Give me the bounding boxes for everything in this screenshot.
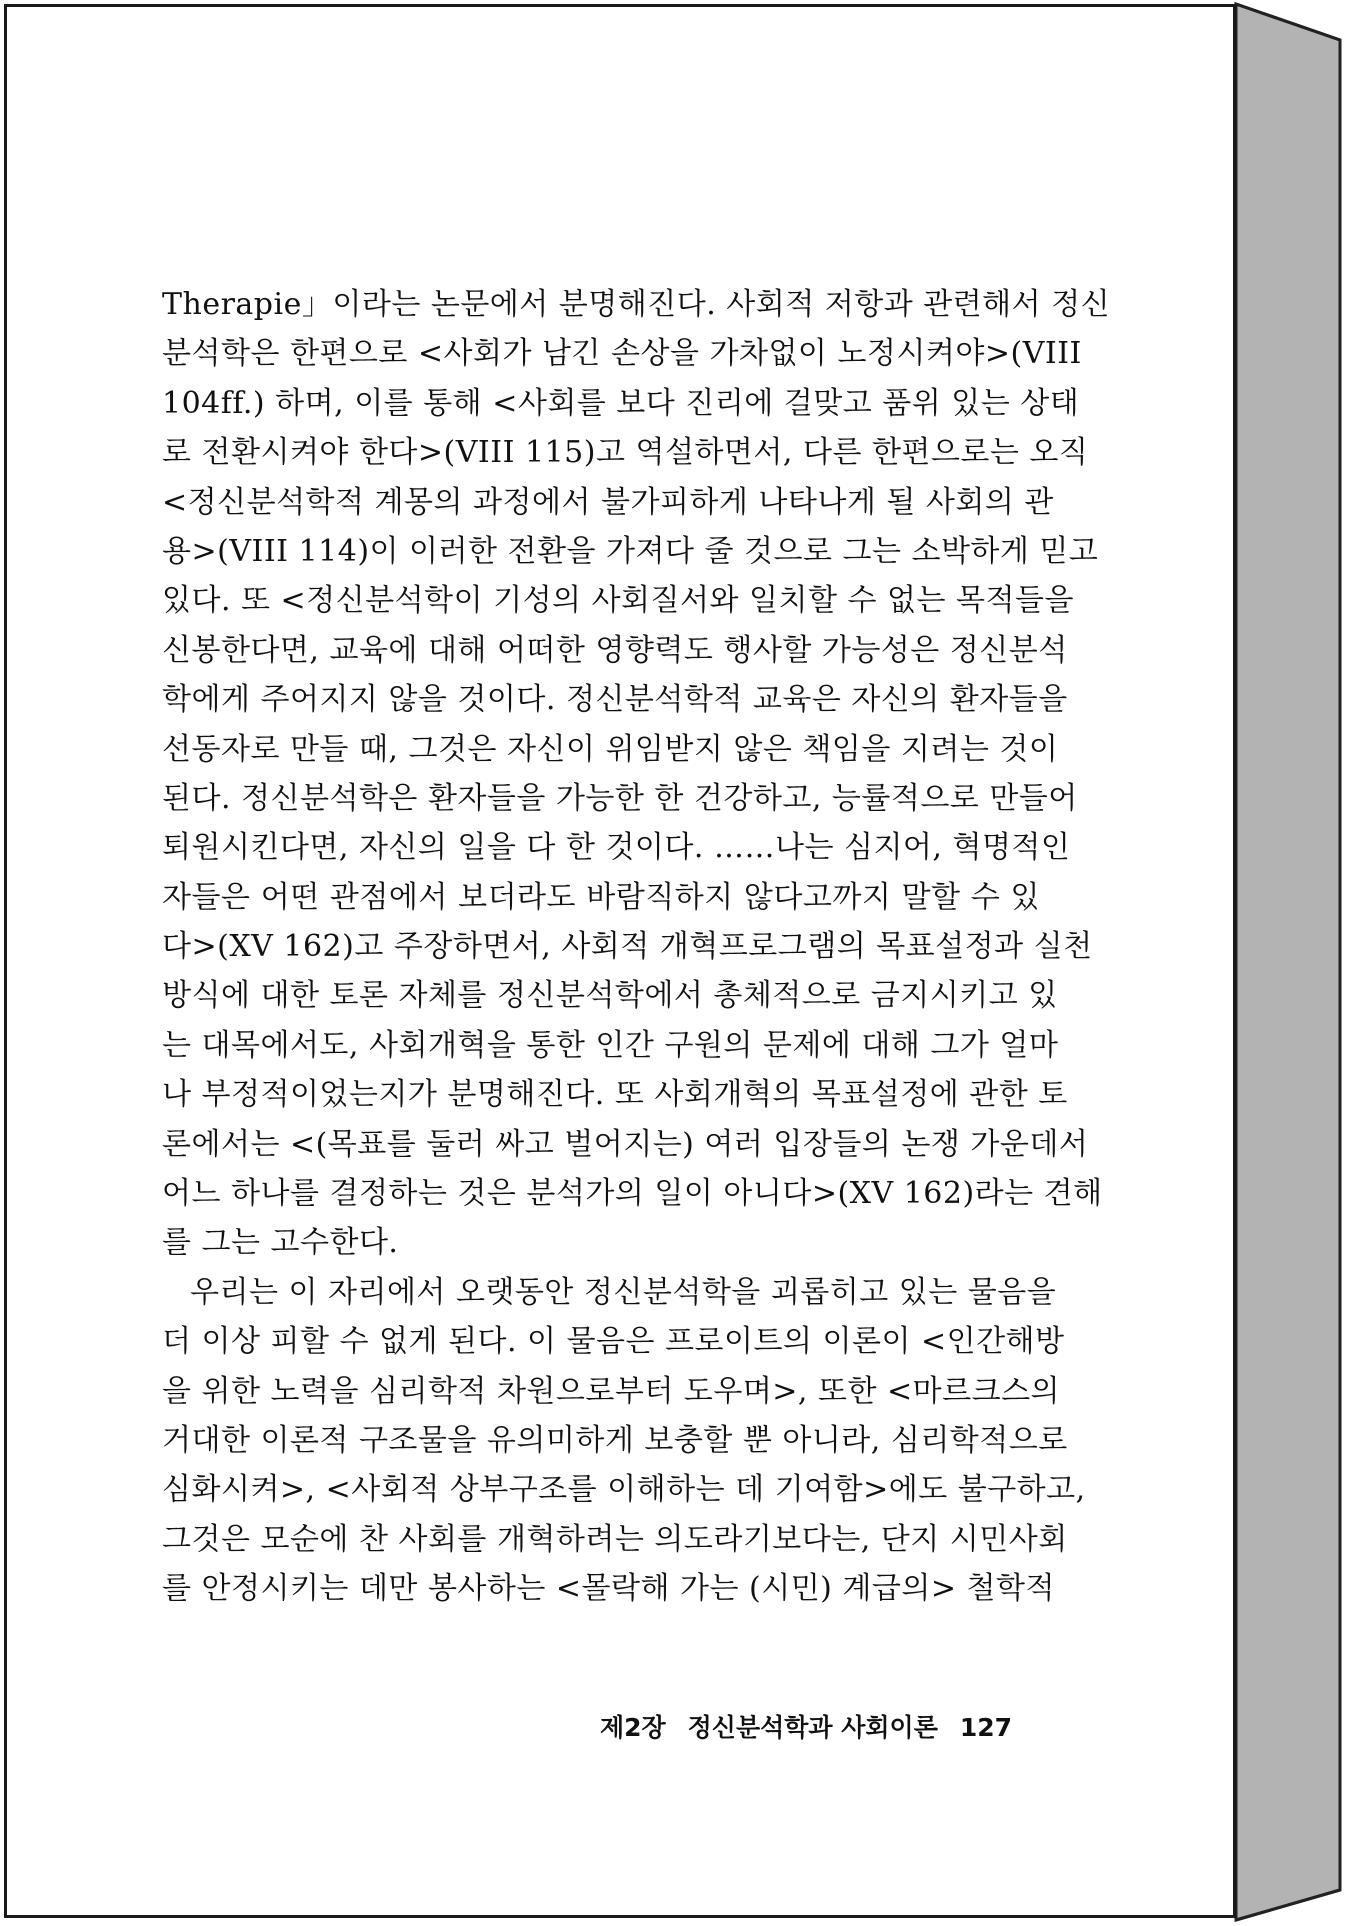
text-line: 선동자로 만들 때, 그것은 자신이 위임받지 않은 책임을 지려는 것이 bbox=[162, 731, 1059, 767]
text-line: 신봉한다면, 교육에 대해 어떠한 영향력도 행사할 가능성은 정신분석 bbox=[162, 632, 1068, 668]
text-line: 자들은 어떤 관점에서 보더라도 바람직하지 않다고까지 말할 수 있 bbox=[162, 879, 1040, 915]
text-line: 용>(VIII 114)이 이러한 전환을 가져다 줄 것으로 그는 소박하게 믿고 bbox=[162, 533, 1099, 569]
text-line: 을 위한 노력을 심리학적 차원으로부터 도우며>, 또한 <마르크스의 bbox=[162, 1373, 1061, 1409]
footer-chapter: 제2장 bbox=[600, 1713, 666, 1742]
running-footer bbox=[600, 1708, 1013, 1744]
text-line: 된다. 정신분석학은 환자들을 가능한 한 건강하고, 능률적으로 만들어 bbox=[162, 780, 1078, 816]
footer-title: 정신분석학과 사회이론 bbox=[687, 1713, 938, 1742]
text-line: 론에서는 <(목표를 둘러 싸고 벌어지는) 여러 입장들의 논쟁 가운데서 bbox=[162, 1126, 1089, 1162]
text-line: <정신분석학적 계몽의 과정에서 불가피하게 나타나게 될 사회의 관 bbox=[162, 484, 1054, 520]
paragraph bbox=[162, 1268, 1086, 1614]
text-line: 104ff.) 하며, 이를 통해 <사회를 보다 진리에 걸맞고 품위 있는 상태 bbox=[162, 385, 1080, 421]
text-line: 그것은 모순에 찬 사회를 개혁하려는 의도라기보다는, 단지 시민사회 bbox=[162, 1521, 1068, 1557]
body-text bbox=[162, 280, 1111, 1614]
page-number: 127 bbox=[959, 1713, 1013, 1742]
text-line: 심화시켜>, <사회적 상부구조를 이해하는 데 기여함>에도 불구하고, bbox=[162, 1472, 1086, 1508]
text-line: 더 이상 피할 수 없게 된다. 이 물음은 프로이트의 이론이 <인간해방 bbox=[162, 1324, 1065, 1360]
text-line: 를 안정시키는 데만 봉사하는 <몰락해 가는 (시민) 계급의> 철학적 bbox=[162, 1571, 1055, 1607]
text-line: 다>(XV 162)고 주장하면서, 사회적 개혁프로그램의 목표설정과 실천 bbox=[162, 929, 1093, 965]
text-line: 있다. 또 <정신분석학이 기성의 사회질서와 일치할 수 없는 목적들을 bbox=[162, 583, 1074, 619]
text-line: 퇴원시킨다면, 자신의 일을 다 한 것이다. ……나는 심지어, 혁명적인 bbox=[162, 830, 1071, 866]
text-line: 방식에 대한 토론 자체를 정신분석학에서 총체적으로 금지시키고 있 bbox=[162, 978, 1058, 1014]
text-line: 거대한 이론적 구조물을 유의미하게 보충할 뿐 아니라, 심리학적으로 bbox=[162, 1422, 1068, 1458]
text-line: 분석학은 한편으로 <사회가 남긴 손상을 가차없이 노정시켜야>(VIII bbox=[162, 336, 1082, 372]
text-line: 나 부정적이었는지가 분명해진다. 또 사회개혁의 목표설정에 관한 토 bbox=[162, 1077, 1068, 1113]
text-line: 학에게 주어지지 않을 것이다. 정신분석학적 교육은 자신의 환자들을 bbox=[162, 682, 1068, 718]
paragraph bbox=[162, 280, 1111, 1268]
text-line: 로 전환시켜야 한다>(VIII 115)고 역설하면서, 다른 한편으로는 오직 bbox=[162, 435, 1089, 471]
text-line: Therapie」이라는 논문에서 분명해진다. 사회적 저항과 관련해서 정신 bbox=[162, 287, 1111, 322]
text-line: 는 대목에서도, 사회개혁을 통한 인간 구원의 문제에 대해 그가 얼마 bbox=[162, 1027, 1059, 1063]
text-line: 를 그는 고수한다. bbox=[162, 1225, 399, 1261]
text-line: 우리는 이 자리에서 오랫동안 정신분석학을 괴롭히고 있는 물음을 bbox=[190, 1274, 1057, 1310]
text-line: 어느 하나를 결정하는 것은 분석가의 일이 아니다>(XV 162)라는 견해 bbox=[162, 1176, 1103, 1212]
